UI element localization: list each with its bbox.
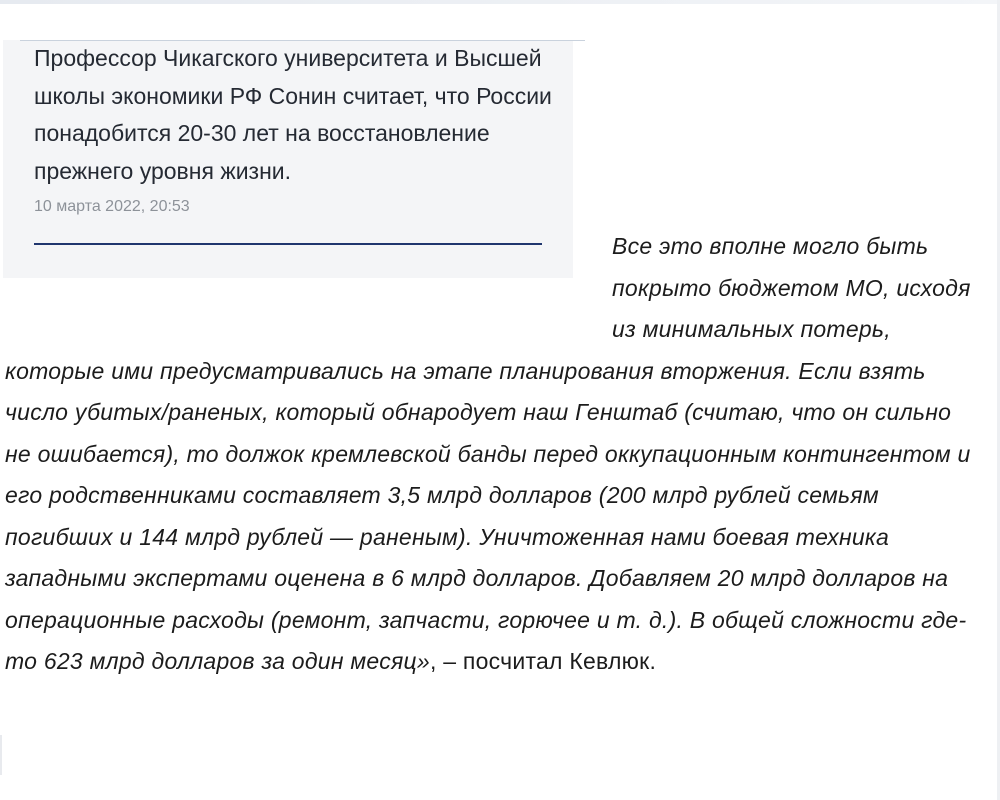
page-top-edge <box>0 0 1000 4</box>
left-margin-mark <box>0 735 2 775</box>
article-quote-text: Все это вполне могло быть покрыто бюджетом МО, исходя из минимальных потерь, которые ими предусматривались на этапе планирования вторжения. Если взять число убитых/раненых, который обнародует наш Генштаб (считаю, что он сильно не ошибается), то должок кремлевской банды перед оккупационным контингентом и его родственниками составляет 3,5 млрд долларов (200 млрд рублей семьям погибших и 144 млрд рублей — раненым). Уничтоженная нами боевая техника западными экспертами оценена в 6 млрд долларов. Добавляем 20 млрд долларов на операционные расходы (ремонт, запчасти, горючее и т. д.). В общей сложности где-то 623 млрд долларов за один месяц» <box>5 233 971 674</box>
news-quote-date: 10 марта 2022, 20:53 <box>34 198 190 215</box>
news-quote-headline[interactable]: Профессор Чикагского университета и Высшей школы экономики РФ Сонин считает, что России понадобится 20-30 лет на восстановление прежнего уровня жизни. <box>34 45 552 184</box>
quote-float-spacer <box>0 226 612 310</box>
article-body <box>0 226 1000 786</box>
article-attribution: , – посчитал Кевлюк. <box>429 648 657 674</box>
